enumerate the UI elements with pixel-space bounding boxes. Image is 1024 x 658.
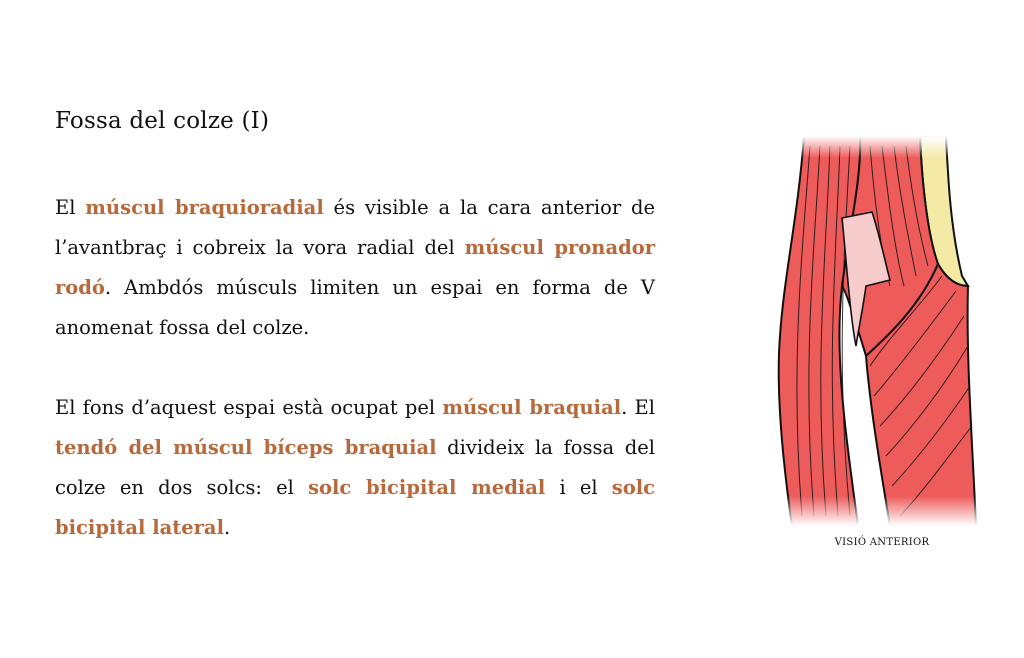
term-musculbraquioradial: múscul braquioradial bbox=[85, 196, 324, 219]
paragraph-1 bbox=[55, 188, 655, 348]
paragraph-1-text: El bbox=[55, 196, 86, 219]
brachioradialis-muscle bbox=[779, 136, 860, 526]
forearm-muscles-illustration bbox=[770, 136, 982, 526]
term-musculbraquial: múscul braquial bbox=[442, 396, 622, 419]
term-solcbicipitalmedial: solc bicipital medial bbox=[308, 476, 546, 499]
paragraph-2-text: i el bbox=[545, 476, 612, 499]
paragraph-2-text: . El bbox=[621, 396, 655, 419]
term-solcbicipitallateral: solc bicipital lateral bbox=[55, 476, 656, 539]
term-musculpronadorrodo: múscul pronador rodó bbox=[55, 236, 655, 299]
paragraph-2-text: . bbox=[223, 516, 231, 539]
paragraph-2 bbox=[55, 388, 655, 548]
figure-caption: VISIÓ ANTERIOR bbox=[834, 537, 930, 548]
term-tendobicepsbraquial: tendó del múscul bíceps braquial bbox=[55, 436, 437, 459]
paragraph-1-text: . Ambdós músculs limiten un espai en forma de V anomenat fossa del colze. bbox=[55, 276, 655, 339]
paragraph-2-text: El fons d’aquest espai està ocupat pel bbox=[55, 396, 443, 419]
page-title: Fossa del colze (I) bbox=[55, 108, 270, 134]
paragraph-1-text: és visible a la cara anterior de l’avantbraç i cobreix la vora radial del bbox=[55, 196, 655, 259]
paragraph-2-text: divideix la fossa del colze en dos solcs: el bbox=[55, 436, 655, 499]
